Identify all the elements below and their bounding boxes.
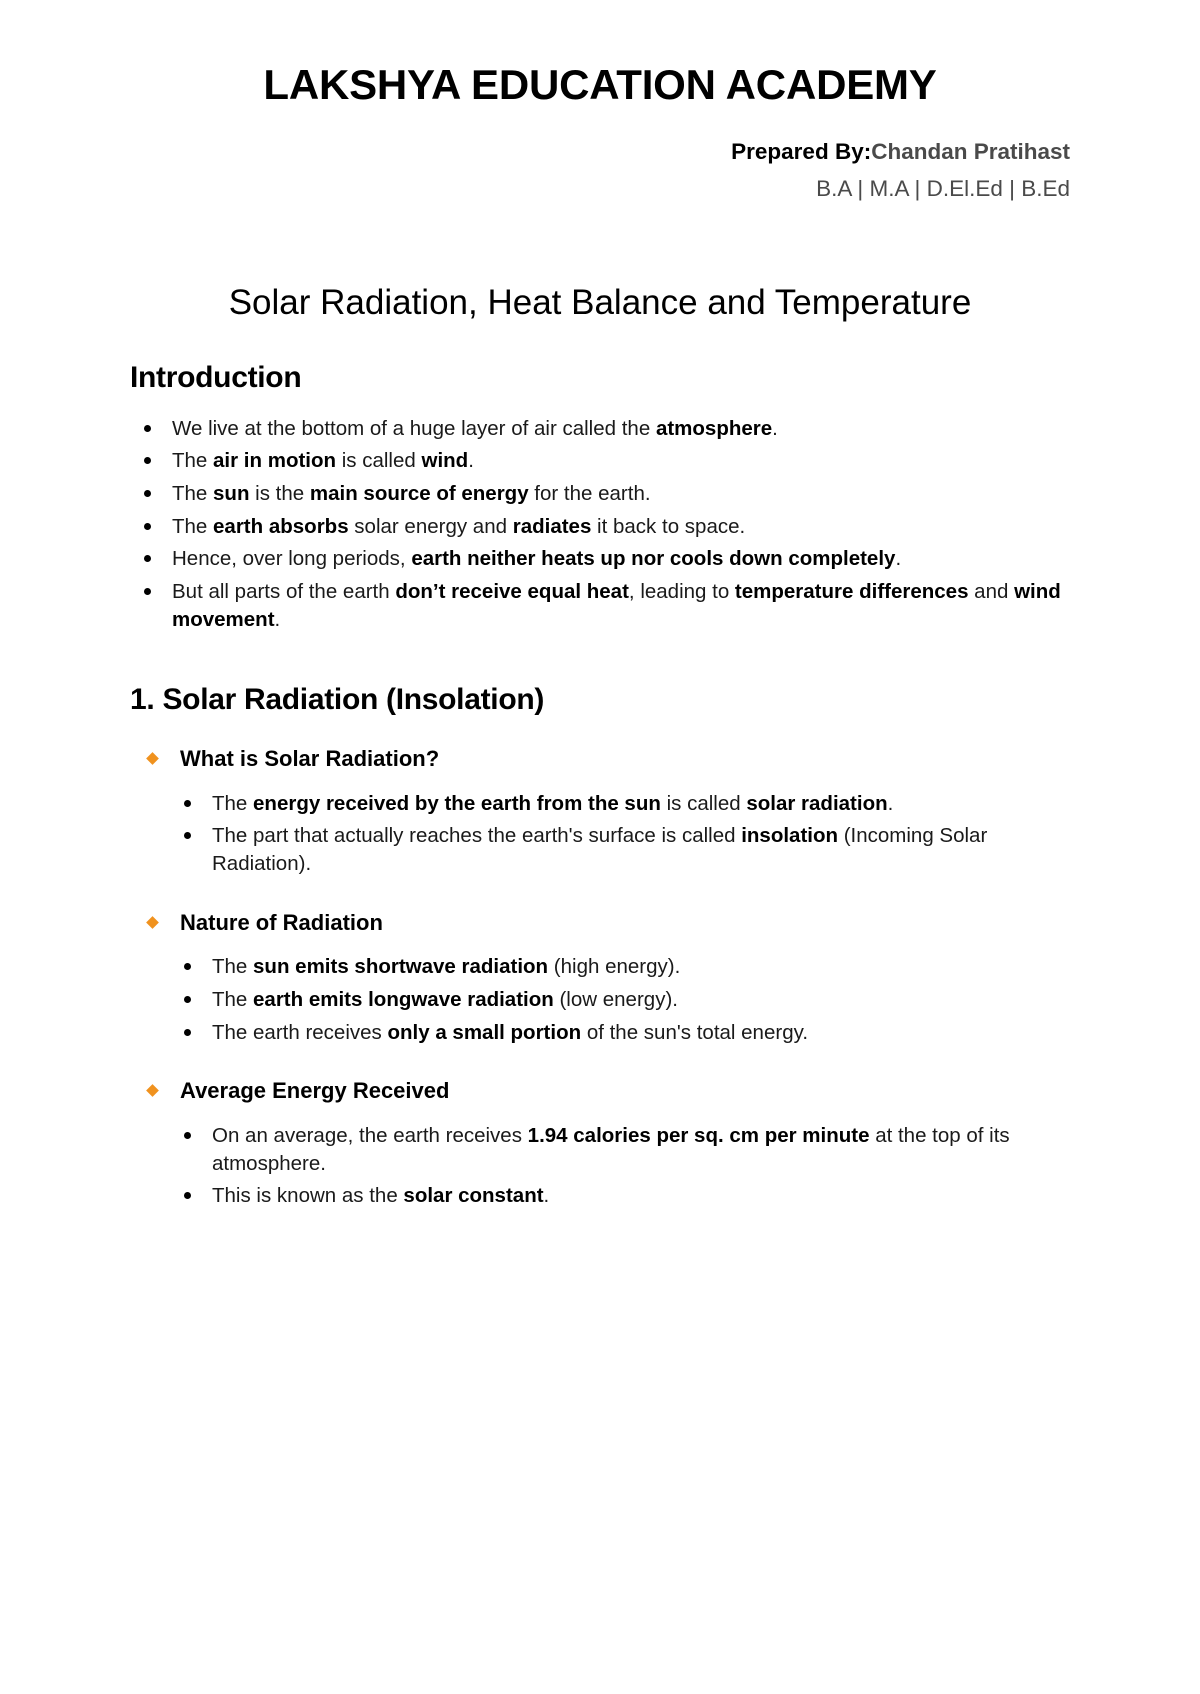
subsection-title: Average Energy Received [180, 1078, 450, 1104]
document-title: Solar Radiation, Heat Balance and Temperature [228, 283, 972, 323]
list-item: The air in motion is called wind. [130, 447, 1070, 475]
subsection-title: Nature of Radiation [180, 909, 383, 935]
subsection-title: What is Solar Radiation? [180, 746, 440, 772]
list-item: The earth emits longwave radiation (low energy). [170, 986, 1070, 1014]
subsection-block [130, 883, 1070, 1047]
prepared-by-name: Chandan Pratihast [871, 139, 1070, 165]
subsection-heading [130, 909, 1070, 938]
introduction-bullet-list [130, 397, 1070, 634]
prepared-by-label: Prepared By: [731, 139, 872, 165]
academy-name-heading: LAKSHYA EDUCATION ACADEMY [263, 61, 937, 108]
section-1-subsections [130, 719, 1070, 1210]
diamond-bullet-icon [146, 916, 159, 929]
introduction-heading: Introduction [130, 360, 302, 394]
prepared-by-line [130, 108, 1070, 169]
subsection-heading [130, 745, 1070, 774]
subsection-bullet-list [130, 774, 1070, 878]
qualifications-line: B.A | M.A | D.El.Ed | B.Ed [816, 175, 1070, 201]
section-1-heading: 1. Solar Radiation (Insolation) [130, 683, 545, 717]
list-item: But all parts of the earth don’t receive equal heat, leading to temperature differences and wind movement. [130, 578, 1070, 633]
list-item: We live at the bottom of a huge layer of air called the atmosphere. [130, 415, 1070, 443]
list-item: The earth absorbs solar energy and radiates it back to space. [130, 513, 1070, 541]
list-item: The sun emits shortwave radiation (high energy). [170, 953, 1070, 981]
diamond-bullet-icon [146, 1085, 159, 1098]
list-item: This is known as the solar constant. [170, 1182, 1070, 1210]
subsection-block [130, 1051, 1070, 1210]
diamond-bullet-icon [146, 752, 159, 765]
list-item: The earth receives only a small portion of the sun's total energy. [170, 1019, 1070, 1047]
subsection-bullet-list [130, 1106, 1070, 1210]
subsection-bullet-list [130, 937, 1070, 1046]
list-item: The energy received by the earth from the sun is called solar radiation. [170, 790, 1070, 818]
list-item: On an average, the earth receives 1.94 calories per sq. cm per minute at the top of its atmosphere. [170, 1122, 1070, 1177]
list-item: Hence, over long periods, earth neither heats up nor cools down completely. [130, 545, 1070, 573]
list-item: The part that actually reaches the earth's surface is called insolation (Incoming Solar Radiation). [170, 822, 1070, 877]
subsection-heading [130, 1077, 1070, 1106]
subsection-block [130, 719, 1070, 878]
list-item: The sun is the main source of energy for the earth. [130, 480, 1070, 508]
